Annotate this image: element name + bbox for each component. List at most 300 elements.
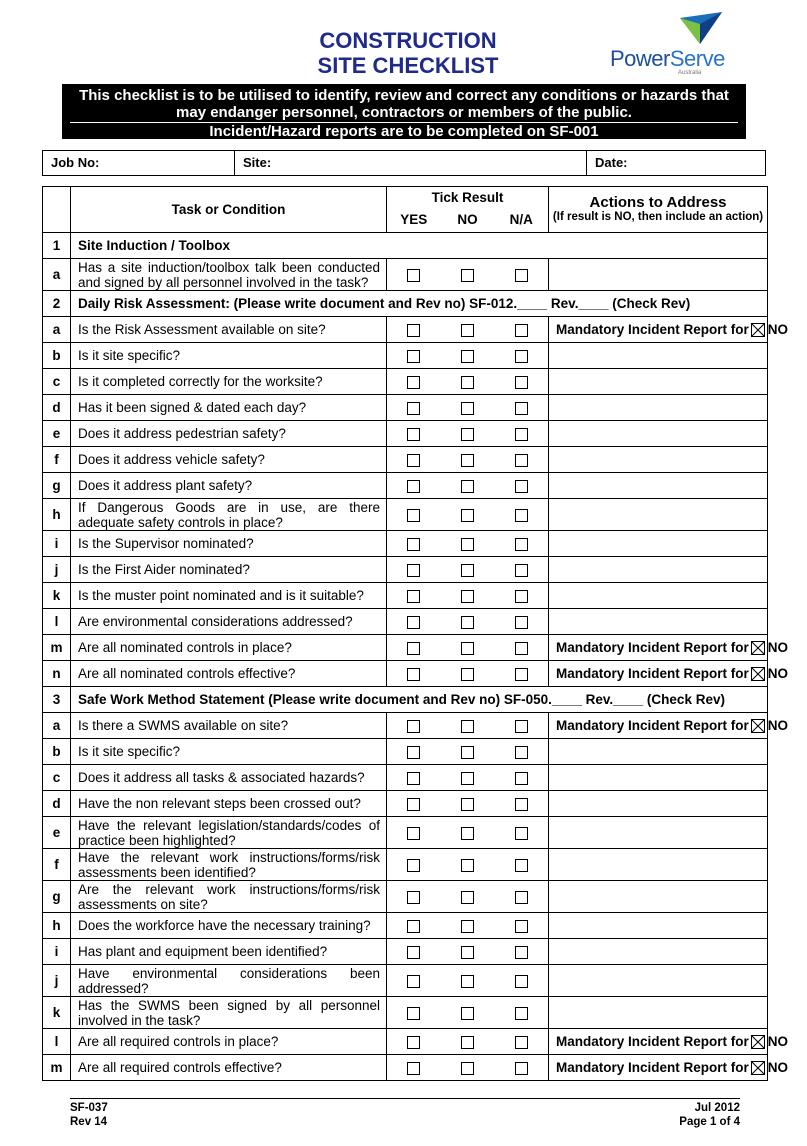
logo-mark-icon	[678, 10, 724, 46]
tick-cell-na	[495, 739, 549, 765]
tick-cell-na	[495, 531, 549, 557]
checkbox-no[interactable]	[461, 668, 474, 681]
checkbox-yes[interactable]	[407, 350, 420, 363]
checklist-row	[43, 635, 768, 661]
tick-cell-no	[441, 939, 495, 965]
row-code: k	[43, 583, 71, 609]
action-cell[interactable]	[549, 557, 768, 583]
row-code: 3	[43, 687, 71, 713]
tick-cell-na	[495, 791, 549, 817]
checklist-row	[43, 1055, 768, 1081]
checkbox-na[interactable]	[515, 1007, 528, 1020]
tick-cell-na	[495, 997, 549, 1029]
row-code: k	[43, 997, 71, 1029]
checkbox-yes[interactable]	[407, 827, 420, 840]
checkbox-na[interactable]	[515, 480, 528, 493]
task-text: Is the Risk Assessment available on site?	[71, 317, 387, 343]
tick-cell-na	[495, 765, 549, 791]
checkbox-yes[interactable]	[407, 1062, 420, 1075]
checklist-row	[43, 583, 768, 609]
row-code: l	[43, 609, 71, 635]
checkbox-na[interactable]	[515, 772, 528, 785]
checkbox-yes[interactable]	[407, 564, 420, 577]
checklist-row	[43, 343, 768, 369]
mandatory-label: Mandatory Incident Report for	[556, 665, 749, 681]
tick-cell-yes	[387, 447, 441, 473]
action-cell[interactable]	[549, 965, 768, 997]
logo-subtitle: Australia	[678, 70, 702, 76]
action-cell[interactable]	[549, 913, 768, 939]
tick-cell-no	[441, 317, 495, 343]
checklist-row	[43, 939, 768, 965]
checkbox-yes[interactable]	[407, 891, 420, 904]
row-code: m	[43, 1055, 71, 1081]
section-row	[43, 233, 768, 259]
checkbox-yes[interactable]	[407, 975, 420, 988]
action-cell[interactable]	[549, 997, 768, 1029]
checkbox-no[interactable]	[461, 975, 474, 988]
tick-cell-yes	[387, 913, 441, 939]
header-tick-result: Tick Result	[387, 187, 549, 208]
action-cell[interactable]	[549, 259, 768, 291]
checklist-row	[43, 713, 768, 739]
checked-checkbox[interactable]	[751, 641, 765, 655]
checkbox-na[interactable]	[515, 509, 528, 522]
checkbox-no[interactable]	[461, 859, 474, 872]
tick-cell-no	[441, 849, 495, 881]
tick-cell-na	[495, 343, 549, 369]
checkbox-no[interactable]	[461, 798, 474, 811]
checkbox-no[interactable]	[461, 428, 474, 441]
action-cell[interactable]	[549, 609, 768, 635]
tick-cell-na	[495, 661, 549, 687]
tick-cell-na	[495, 395, 549, 421]
checkbox-no[interactable]	[461, 480, 474, 493]
footer-page: Page 1 of 4	[679, 1116, 740, 1128]
tick-cell-no	[441, 583, 495, 609]
tick-cell-yes	[387, 881, 441, 913]
checked-checkbox[interactable]	[751, 1035, 765, 1049]
tick-cell-no	[441, 421, 495, 447]
checkbox-no[interactable]	[461, 590, 474, 603]
checkbox-no[interactable]	[461, 376, 474, 389]
action-cell[interactable]	[549, 317, 789, 343]
checkbox-no[interactable]	[461, 1007, 474, 1020]
checkbox-no[interactable]	[461, 324, 474, 337]
checklist-row	[43, 791, 768, 817]
checkbox-no[interactable]	[461, 827, 474, 840]
row-code: i	[43, 939, 71, 965]
task-text: Have the non relevant steps been crossed out?	[71, 791, 387, 817]
checkbox-na[interactable]	[515, 454, 528, 467]
section-row	[43, 687, 768, 713]
tick-cell-na	[495, 473, 549, 499]
tick-cell-yes	[387, 713, 441, 739]
task-text: Does it address all tasks & associated hazards?	[71, 765, 387, 791]
tick-cell-na	[495, 499, 549, 531]
checkbox-na[interactable]	[515, 428, 528, 441]
tick-cell-no	[441, 1055, 495, 1081]
action-cell[interactable]	[549, 473, 768, 499]
date-field[interactable]: Date:	[595, 155, 628, 170]
checklist-row	[43, 817, 768, 849]
task-text: Does it address vehicle safety?	[71, 447, 387, 473]
checkbox-na[interactable]	[515, 720, 528, 733]
tick-cell-yes	[387, 1029, 441, 1055]
header-actions-note: (If result is NO, then include an action)	[552, 210, 764, 223]
task-text: Is the First Aider nominated?	[71, 557, 387, 583]
checkbox-yes[interactable]	[407, 859, 420, 872]
checkbox-na[interactable]	[515, 975, 528, 988]
checkbox-no[interactable]	[461, 538, 474, 551]
tick-cell-na	[495, 881, 549, 913]
tick-cell-na	[495, 713, 549, 739]
checkbox-yes[interactable]	[407, 428, 420, 441]
tick-cell-yes	[387, 849, 441, 881]
checkbox-no[interactable]	[461, 891, 474, 904]
checkbox-na[interactable]	[515, 746, 528, 759]
tick-cell-na	[495, 965, 549, 997]
action-cell[interactable]	[549, 395, 768, 421]
checkbox-yes[interactable]	[407, 668, 420, 681]
tick-cell-no	[441, 1029, 495, 1055]
task-text: Is it completed correctly for the worksite?	[71, 369, 387, 395]
checkbox-na[interactable]	[515, 616, 528, 629]
action-cell[interactable]	[549, 849, 768, 881]
tick-cell-yes	[387, 661, 441, 687]
tick-cell-yes	[387, 817, 441, 849]
row-code: a	[43, 713, 71, 739]
row-code: g	[43, 473, 71, 499]
checkbox-yes[interactable]	[407, 480, 420, 493]
tick-cell-no	[441, 661, 495, 687]
mandatory-no-label: NO	[767, 665, 789, 681]
checkbox-no[interactable]	[461, 509, 474, 522]
row-code: e	[43, 421, 71, 447]
checklist-table	[42, 186, 789, 1081]
logo-power-text: Power	[610, 46, 670, 71]
checkbox-na[interactable]	[515, 324, 528, 337]
checklist-row	[43, 739, 768, 765]
tick-cell-yes	[387, 421, 441, 447]
checkbox-no[interactable]	[461, 454, 474, 467]
job-info-bar	[42, 150, 766, 176]
tick-cell-no	[441, 557, 495, 583]
tick-cell-na	[495, 913, 549, 939]
tick-cell-no	[441, 635, 495, 661]
action-cell[interactable]	[549, 661, 789, 687]
task-text: Are all nominated controls in place?	[71, 635, 387, 661]
task-text: Does the workforce have the necessary training?	[71, 913, 387, 939]
tick-cell-yes	[387, 557, 441, 583]
task-text: Are all required controls effective?	[71, 1055, 387, 1081]
header-actions	[549, 187, 768, 233]
tick-cell-yes	[387, 583, 441, 609]
row-code: c	[43, 765, 71, 791]
action-cell[interactable]	[549, 421, 768, 447]
job-no-field[interactable]: Job No:	[43, 151, 235, 175]
tick-cell-na	[495, 1029, 549, 1055]
row-code: a	[43, 317, 71, 343]
checkbox-na[interactable]	[515, 402, 528, 415]
mandatory-no-label: NO	[767, 717, 789, 733]
checklist-row	[43, 849, 768, 881]
checkbox-yes[interactable]	[407, 590, 420, 603]
tick-cell-no	[441, 499, 495, 531]
tick-cell-na	[495, 259, 549, 291]
checkbox-yes[interactable]	[407, 772, 420, 785]
checkbox-na[interactable]	[515, 859, 528, 872]
action-cell[interactable]	[549, 369, 768, 395]
checklist-row	[43, 609, 768, 635]
checklist-row	[43, 317, 768, 343]
tick-cell-no	[441, 817, 495, 849]
row-code: b	[43, 343, 71, 369]
tick-cell-yes	[387, 259, 441, 291]
action-cell[interactable]	[549, 881, 768, 913]
checkbox-na[interactable]	[515, 350, 528, 363]
action-cell[interactable]	[549, 739, 768, 765]
tick-cell-na	[495, 849, 549, 881]
tick-cell-yes	[387, 343, 441, 369]
checkbox-na[interactable]	[515, 891, 528, 904]
task-text: Are all nominated controls effective?	[71, 661, 387, 687]
footer-rev: Rev 14	[70, 1116, 108, 1128]
action-cell[interactable]	[549, 499, 768, 531]
tick-cell-na	[495, 369, 549, 395]
checkbox-yes[interactable]	[407, 920, 420, 933]
action-cell[interactable]	[549, 583, 768, 609]
row-code: e	[43, 817, 71, 849]
logo-serve-text: Serve	[669, 46, 725, 71]
task-text: If Dangerous Goods are in use, are there adequate safety controls in place?	[71, 499, 387, 531]
checkbox-na[interactable]	[515, 642, 528, 655]
row-code: d	[43, 791, 71, 817]
action-cell[interactable]	[549, 635, 789, 661]
row-code: g	[43, 881, 71, 913]
section-title: Site Induction / Toolbox	[71, 233, 768, 259]
checkbox-yes[interactable]	[407, 402, 420, 415]
checkbox-no[interactable]	[461, 269, 474, 282]
tick-cell-na	[495, 583, 549, 609]
tick-cell-na	[495, 421, 549, 447]
powerserve-logo	[608, 8, 738, 74]
row-code: 1	[43, 233, 71, 259]
row-code: c	[43, 369, 71, 395]
tick-cell-yes	[387, 965, 441, 997]
checkbox-na[interactable]	[515, 668, 528, 681]
action-cell[interactable]	[549, 531, 768, 557]
tick-cell-no	[441, 473, 495, 499]
tick-cell-na	[495, 1055, 549, 1081]
row-code: a	[43, 259, 71, 291]
checkbox-na[interactable]	[515, 798, 528, 811]
checkbox-no[interactable]	[461, 1062, 474, 1075]
checkbox-na[interactable]	[515, 1062, 528, 1075]
task-text: Are all required controls in place?	[71, 1029, 387, 1055]
checked-checkbox[interactable]	[751, 667, 765, 681]
checklist-row	[43, 765, 768, 791]
action-cell[interactable]	[549, 939, 768, 965]
checkbox-no[interactable]	[461, 350, 474, 363]
checkbox-no[interactable]	[461, 642, 474, 655]
checkbox-na[interactable]	[515, 1036, 528, 1049]
checkbox-na[interactable]	[515, 269, 528, 282]
checkbox-yes[interactable]	[407, 798, 420, 811]
header-no: NO	[441, 207, 495, 233]
checkbox-no[interactable]	[461, 1036, 474, 1049]
checklist-row	[43, 965, 768, 997]
checklist-row	[43, 259, 768, 291]
title-line-1: CONSTRUCTION	[319, 28, 497, 53]
checklist-row	[43, 499, 768, 531]
action-cell[interactable]	[549, 817, 768, 849]
task-text: Is it site specific?	[71, 739, 387, 765]
mandatory-no-label: NO	[767, 1059, 789, 1075]
header-task: Task or Condition	[71, 187, 387, 233]
tick-cell-yes	[387, 609, 441, 635]
tick-cell-yes	[387, 531, 441, 557]
mandatory-label: Mandatory Incident Report for	[556, 1033, 749, 1049]
checkbox-yes[interactable]	[407, 324, 420, 337]
section-title: Safe Work Method Statement (Please write document and Rev no) SF-050.____ Rev.____ (Check Rev)	[71, 687, 768, 713]
mandatory-label: Mandatory Incident Report for	[556, 639, 749, 655]
checkbox-yes[interactable]	[407, 616, 420, 629]
checklist-row	[43, 661, 768, 687]
tick-cell-no	[441, 739, 495, 765]
tick-cell-yes	[387, 473, 441, 499]
checkbox-no[interactable]	[461, 946, 474, 959]
checked-checkbox[interactable]	[751, 323, 765, 337]
row-code: j	[43, 965, 71, 997]
checkbox-yes[interactable]	[407, 746, 420, 759]
checkbox-no[interactable]	[461, 920, 474, 933]
checklist-row	[43, 421, 768, 447]
tick-cell-no	[441, 343, 495, 369]
tick-cell-na	[495, 609, 549, 635]
checklist-row	[43, 881, 768, 913]
tick-cell-yes	[387, 499, 441, 531]
checkbox-no[interactable]	[461, 402, 474, 415]
action-cell[interactable]	[549, 791, 768, 817]
checkbox-yes[interactable]	[407, 376, 420, 389]
action-cell[interactable]	[549, 1055, 789, 1081]
header-code-cell	[43, 187, 71, 233]
action-cell[interactable]	[549, 765, 768, 791]
checkbox-na[interactable]	[515, 827, 528, 840]
checkbox-no[interactable]	[461, 772, 474, 785]
mandatory-no-label: NO	[767, 639, 789, 655]
tick-cell-no	[441, 765, 495, 791]
checkbox-yes[interactable]	[407, 1036, 420, 1049]
tick-cell-yes	[387, 369, 441, 395]
row-code: n	[43, 661, 71, 687]
checkbox-no[interactable]	[461, 720, 474, 733]
row-code: d	[43, 395, 71, 421]
section-row	[43, 291, 768, 317]
action-cell[interactable]	[549, 447, 768, 473]
checkbox-na[interactable]	[515, 946, 528, 959]
checklist-row	[43, 447, 768, 473]
tick-cell-yes	[387, 765, 441, 791]
section-title: Daily Risk Assessment: (Please write document and Rev no) SF-012.____ Rev.____ (Check Rev)	[71, 291, 768, 317]
tick-cell-na	[495, 317, 549, 343]
header-actions-title: Actions to Address	[589, 193, 727, 211]
tick-cell-na	[495, 939, 549, 965]
action-cell[interactable]	[549, 713, 789, 739]
checked-checkbox[interactable]	[751, 719, 765, 733]
site-field[interactable]: Site:	[235, 151, 587, 175]
document-title	[290, 28, 526, 78]
checkbox-na[interactable]	[515, 590, 528, 603]
checkbox-yes[interactable]	[407, 642, 420, 655]
tick-cell-no	[441, 447, 495, 473]
checkbox-na[interactable]	[515, 376, 528, 389]
checked-checkbox[interactable]	[751, 1061, 765, 1075]
page-footer	[70, 1098, 740, 1128]
task-text: Does it address pedestrian safety?	[71, 421, 387, 447]
header-na: N/A	[495, 207, 549, 233]
checkbox-yes[interactable]	[407, 538, 420, 551]
action-cell[interactable]	[549, 343, 768, 369]
row-code: h	[43, 913, 71, 939]
checkbox-yes[interactable]	[407, 269, 420, 282]
checkbox-na[interactable]	[515, 920, 528, 933]
footer-date: Jul 2012	[694, 1102, 740, 1114]
task-text: Have environmental considerations been addressed?	[71, 965, 387, 997]
tick-cell-no	[441, 531, 495, 557]
checkbox-yes[interactable]	[407, 509, 420, 522]
tick-cell-yes	[387, 395, 441, 421]
tick-cell-no	[441, 713, 495, 739]
checkbox-yes[interactable]	[407, 946, 420, 959]
footer-form-no: SF-037	[70, 1102, 108, 1114]
task-text: Is the muster point nominated and is it suitable?	[71, 583, 387, 609]
checkbox-no[interactable]	[461, 746, 474, 759]
checkbox-na[interactable]	[515, 538, 528, 551]
checklist-row	[43, 531, 768, 557]
tick-cell-no	[441, 369, 495, 395]
tick-cell-no	[441, 965, 495, 997]
task-text: Has a site induction/toolbox talk been conducted and signed by all personnel involved in the task?	[71, 259, 387, 291]
checkbox-no[interactable]	[461, 564, 474, 577]
checkbox-yes[interactable]	[407, 720, 420, 733]
task-text: Has the SWMS been signed by all personnel involved in the task?	[71, 997, 387, 1029]
task-text: Does it address plant safety?	[71, 473, 387, 499]
checklist-row	[43, 557, 768, 583]
row-code: 2	[43, 291, 71, 317]
row-code: j	[43, 557, 71, 583]
tick-cell-no	[441, 881, 495, 913]
action-cell[interactable]	[549, 1029, 789, 1055]
checkbox-yes[interactable]	[407, 454, 420, 467]
row-code: b	[43, 739, 71, 765]
checkbox-na[interactable]	[515, 564, 528, 577]
checkbox-yes[interactable]	[407, 1007, 420, 1020]
checklist-row	[43, 473, 768, 499]
checkbox-no[interactable]	[461, 616, 474, 629]
checklist-row	[43, 395, 768, 421]
tick-cell-yes	[387, 1055, 441, 1081]
tick-cell-yes	[387, 635, 441, 661]
task-text: Have the relevant legislation/standards/codes of practice been highlighted?	[71, 817, 387, 849]
tick-cell-yes	[387, 791, 441, 817]
task-text: Is it site specific?	[71, 343, 387, 369]
task-text: Is the Supervisor nominated?	[71, 531, 387, 557]
mandatory-no-label: NO	[767, 321, 789, 337]
tick-cell-yes	[387, 739, 441, 765]
tick-cell-no	[441, 395, 495, 421]
